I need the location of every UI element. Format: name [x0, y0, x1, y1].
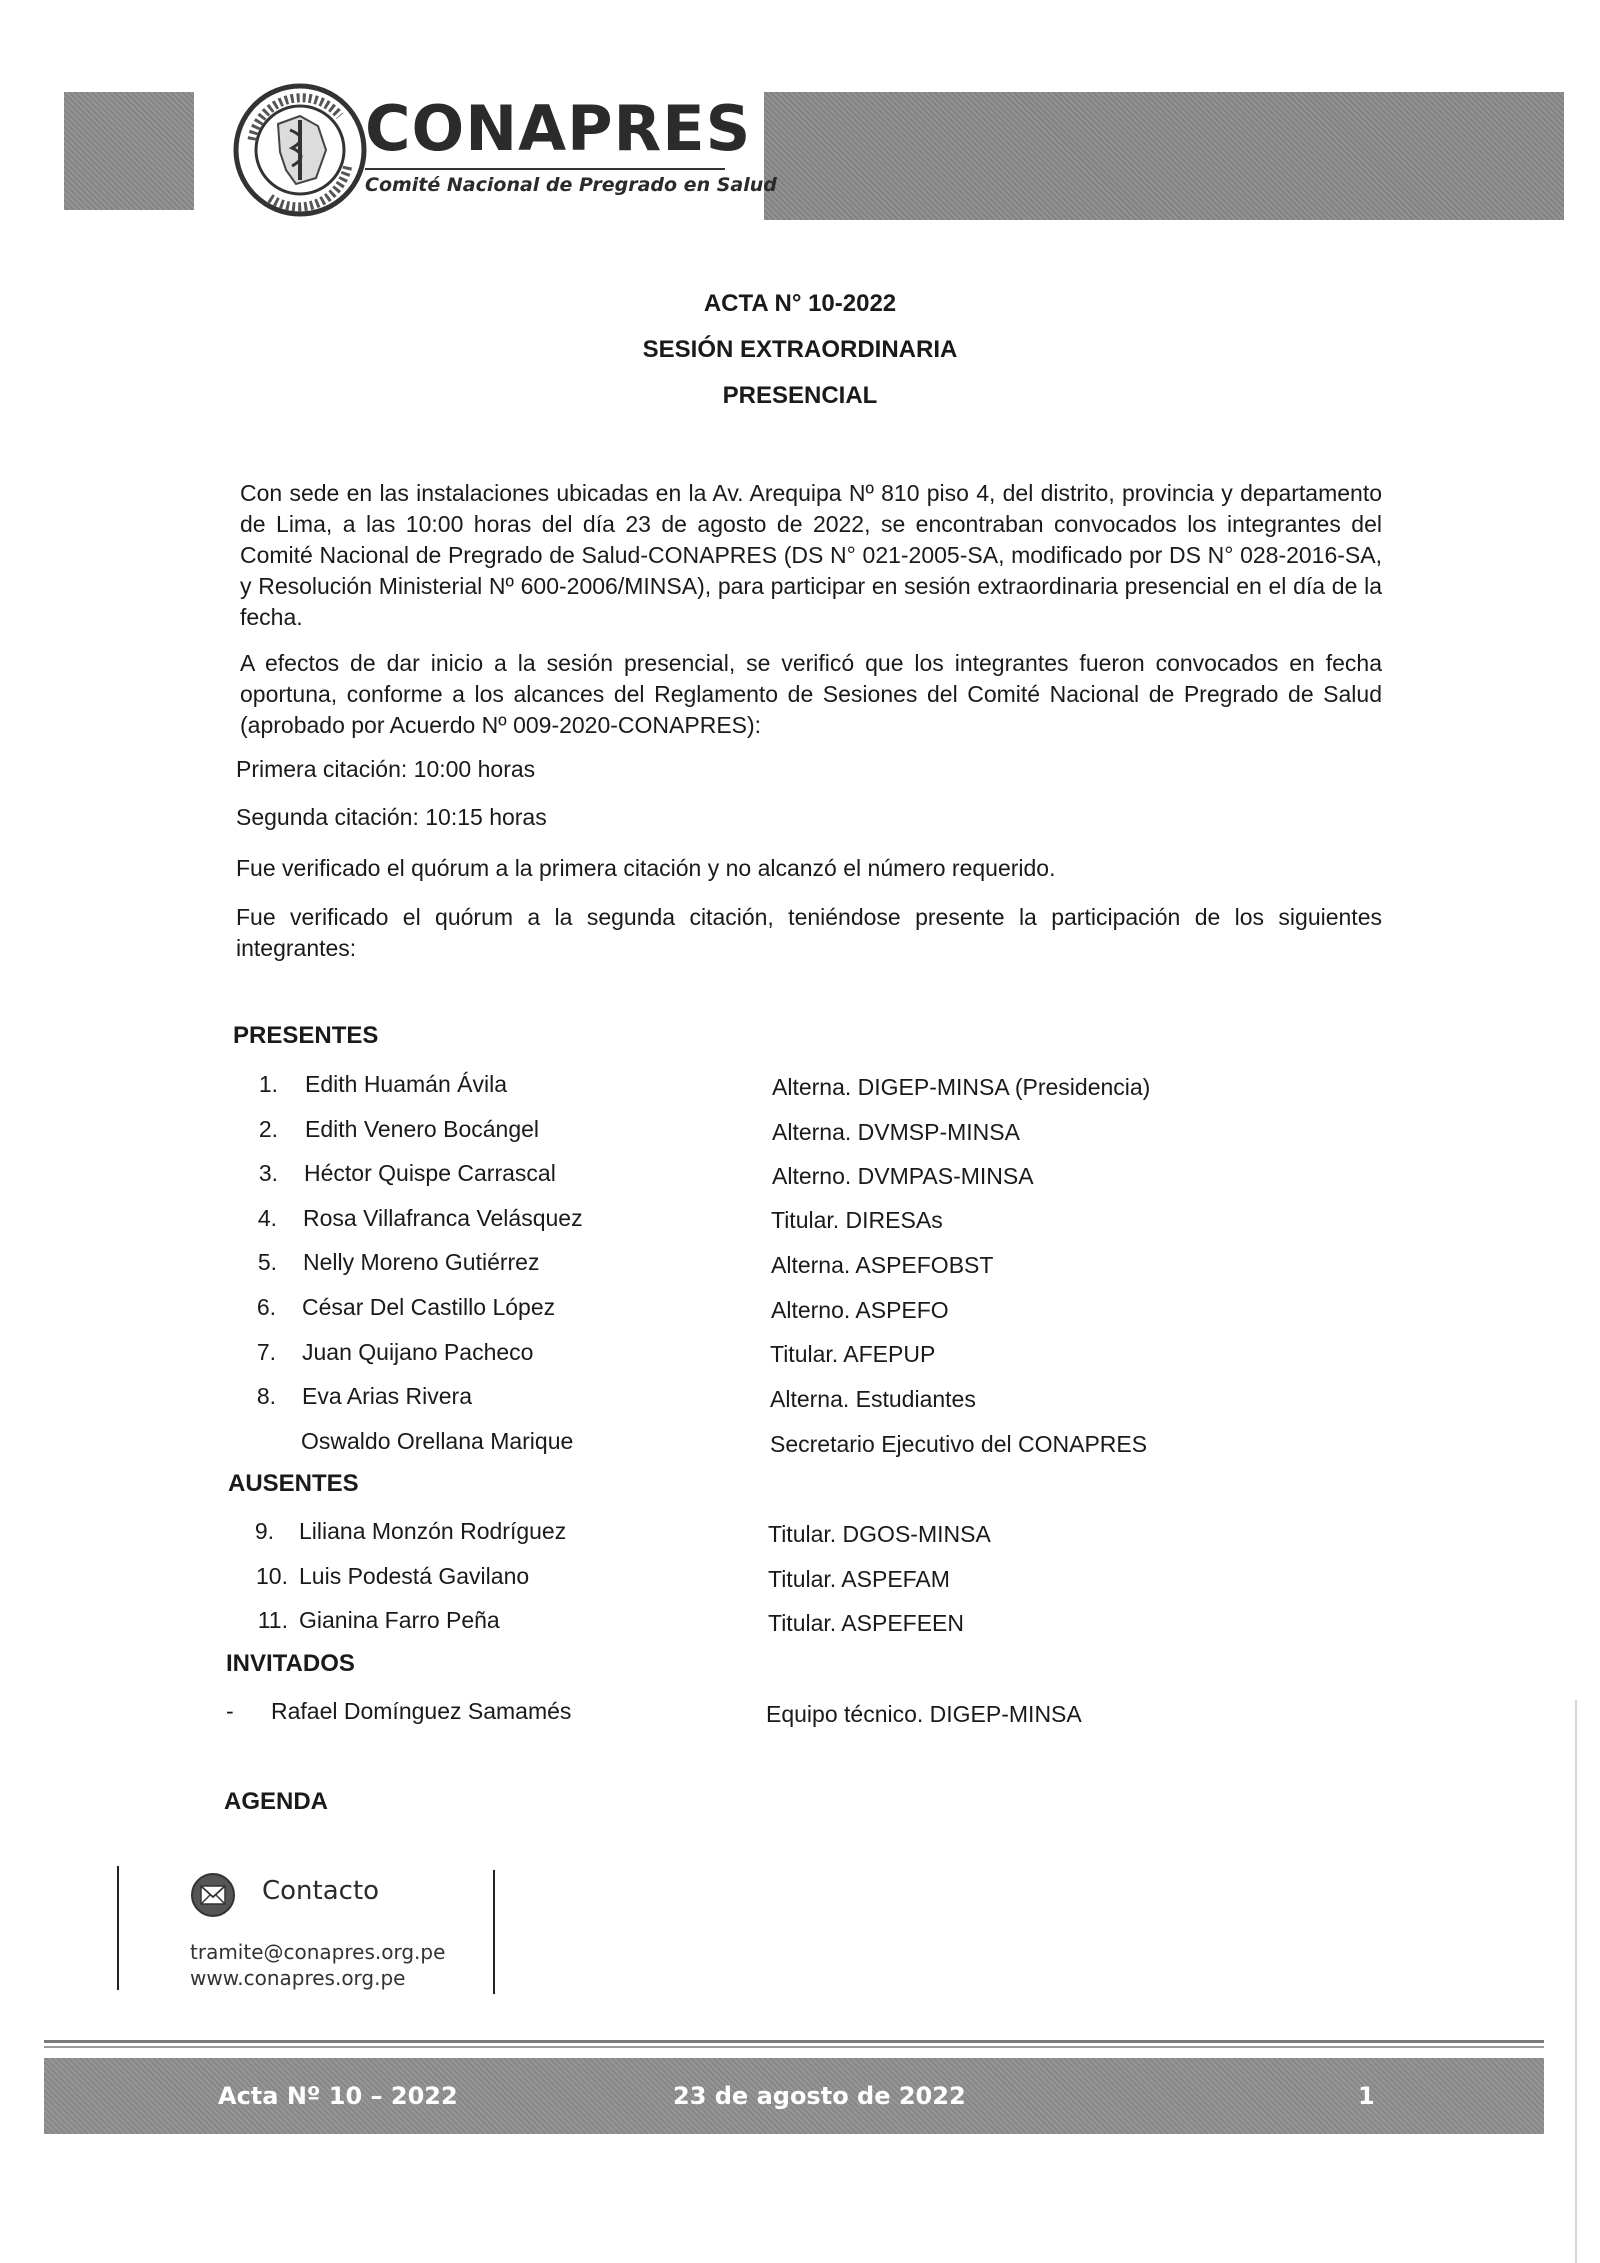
member-role: Titular. AFEPUP [770, 1341, 936, 1367]
member-role: Alterna. DIGEP-MINSA (Presidencia) [772, 1074, 1151, 1100]
ausentes-heading: AUSENTES [228, 1470, 359, 1497]
member-number: 2. [258, 1116, 278, 1142]
member-role: Titular. ASPEFAM [768, 1566, 950, 1592]
member-role: Titular. DGOS-MINSA [768, 1521, 991, 1547]
footer-date: 23 de agosto de 2022 [673, 2082, 966, 2110]
member-name: Nelly Moreno Gutiérrez [303, 1249, 540, 1275]
brand-name: CONAPRES [365, 92, 752, 165]
member-name: Oswaldo Orellana Marique [301, 1428, 574, 1454]
member-role: Titular. ASPEFEEN [768, 1610, 964, 1636]
contact-heading: Contacto [262, 1876, 380, 1906]
member-name: Gianina Farro Peña [299, 1607, 500, 1633]
contact-right-bar [493, 1870, 495, 1994]
member-name: César Del Castillo López [302, 1294, 556, 1320]
member-name: Héctor Quispe Carrascal [304, 1160, 556, 1186]
intro-paragraph: Con sede en las instalaciones ubicadas en la Av. Arequipa Nº 810 piso 4, del distrito, provincia y departamento de Lima, a las 10:00 horas del día 23 de agosto de 2022, se encontraban convocados los integrantes del Comité Nacional de Pregrado de Salud-CONAPRES (DS N° 021-2005-SA, modificado por DS N° 028-2016-SA, y Resolución Ministerial Nº 600-2006/MINSA), para participar en sesión extraordinaria presencial en el día de la fecha. [240, 480, 1382, 630]
quorum-first: Fue verificado el quórum a la primera citación y no alcanzó el número requerido. [236, 855, 1056, 881]
contact-web-link[interactable]: www.conapres.org.pe [190, 1966, 406, 1990]
member-name: Luis Podestá Gavilano [299, 1563, 530, 1589]
member-role: Alterno. DVMPAS-MINSA [772, 1163, 1034, 1189]
footer-rule-secondary [44, 2046, 1544, 2048]
acta-number-title: ACTA N° 10-2022 [703, 290, 897, 317]
member-number: 3. [258, 1160, 278, 1186]
member-name: Eva Arias Rivera [302, 1383, 473, 1409]
brand-underline [365, 168, 725, 170]
member-role: Alterna. DVMSP-MINSA [772, 1119, 1020, 1145]
member-name: Liliana Monzón Rodríguez [299, 1518, 567, 1544]
brand-subtitle: Comité Nacional de Pregrado en Salud [365, 174, 777, 196]
member-number: 6. [256, 1294, 276, 1320]
member-role: Titular. DIRESAs [771, 1207, 943, 1233]
invitados-heading: INVITADOS [226, 1650, 355, 1677]
presentes-heading: PRESENTES [233, 1022, 379, 1049]
member-number: 9. [254, 1518, 274, 1544]
scan-edge-line [1575, 1700, 1577, 2263]
member-name: Juan Quijano Pacheco [302, 1339, 534, 1365]
footer-acta-number: Acta Nº 10 – 2022 [218, 2082, 458, 2110]
guest-role: Equipo técnico. DIGEP-MINSA [766, 1701, 1082, 1727]
footer-rule [44, 2040, 1544, 2043]
session-mode-title: PRESENCIAL [722, 382, 878, 409]
member-number: 10. [256, 1563, 288, 1589]
verification-paragraph: A efectos de dar inicio a la sesión presencial, se verificó que los integrantes fueron convocados en fecha oportuna, conforme a los alcances del Reglamento de Sesiones del Comité Nacional de Pregrado de Salud (aprobado por Acuerdo Nº 009-2020-CONAPRES): [240, 650, 1382, 738]
member-number: 8. [256, 1383, 276, 1409]
agenda-heading: AGENDA [224, 1788, 329, 1815]
conapres-seal-icon [230, 80, 370, 220]
member-number: 11. [257, 1607, 288, 1633]
member-number: 7. [256, 1339, 276, 1365]
segunda-citacion: Segunda citación: 10:15 horas [236, 804, 547, 830]
member-role: Alterna. ASPEFOBST [771, 1252, 994, 1278]
member-number: 1. [258, 1071, 278, 1097]
member-role: Alterna. Estudiantes [770, 1386, 976, 1412]
member-role: Secretario Ejecutivo del CONAPRES [770, 1431, 1148, 1457]
header-gray-block-left [64, 92, 194, 210]
member-number: 5. [257, 1249, 277, 1275]
member-number: 4. [257, 1205, 277, 1231]
guest-bullet: - [226, 1698, 234, 1724]
page-number: 1 [1358, 2082, 1375, 2110]
member-name: Rosa Villafranca Velásquez [303, 1205, 583, 1231]
contact-email-link[interactable]: tramite@conapres.org.pe [190, 1940, 446, 1964]
quorum-second: Fue verificado el quórum a la segunda citación, teniéndose presente la participación de los siguientes integrantes: [236, 904, 1382, 961]
guest-name: Rafael Domínguez Samamés [271, 1698, 572, 1724]
session-type-title: SESIÓN EXTRAORDINARIA [642, 336, 958, 363]
envelope-icon [190, 1872, 236, 1918]
member-name: Edith Venero Bocángel [305, 1116, 540, 1142]
member-role: Alterno. ASPEFO [771, 1297, 949, 1323]
header-gray-block-right [764, 92, 1564, 220]
contact-left-bar [117, 1866, 119, 1990]
member-name: Edith Huamán Ávila [305, 1071, 507, 1097]
primera-citacion: Primera citación: 10:00 horas [236, 756, 536, 782]
